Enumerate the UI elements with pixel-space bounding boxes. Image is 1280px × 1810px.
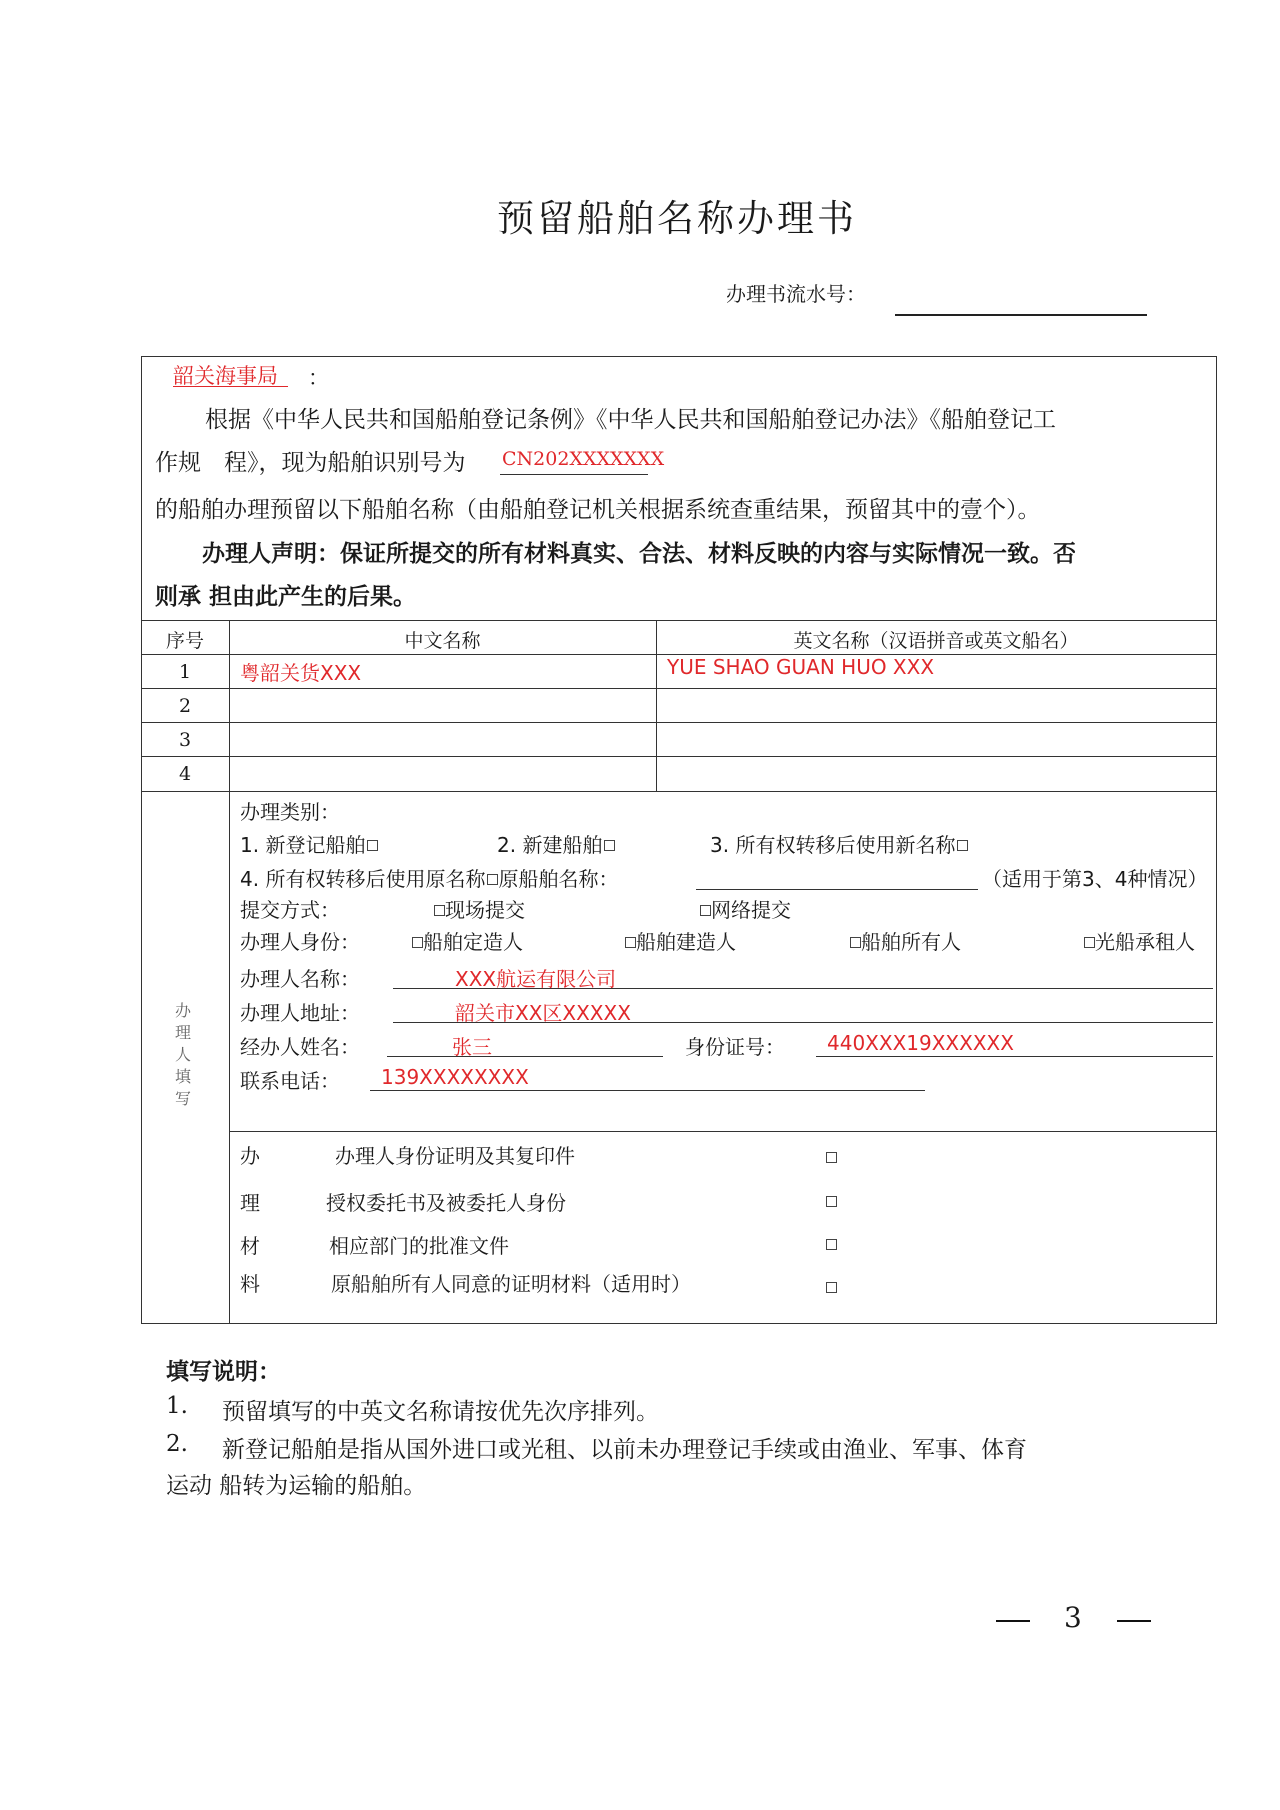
original-name-field[interactable] — [696, 889, 978, 890]
materials-side-char-1: 办 — [240, 1144, 260, 1168]
body-line-2: 作规 程》，现为船舶识别号为 — [155, 450, 466, 476]
material-item-1: 办理人身份证明及其复印件 — [335, 1144, 575, 1168]
checkbox[interactable] — [367, 840, 378, 851]
checkbox[interactable] — [604, 840, 615, 851]
checkbox[interactable] — [434, 905, 445, 916]
body-line-3: 的船舶办理预留以下船舶名称（由船舶登记机关根据系统查重结果，预留其中的壹个）。 — [155, 497, 1041, 523]
rule-row4-bottom — [142, 791, 1216, 792]
material-checkbox-4[interactable] — [826, 1282, 837, 1293]
note-2-number: 2. — [166, 1431, 188, 1457]
id-number-value[interactable]: 440XXX19XXXXXX — [827, 1031, 1014, 1055]
header-seq: 序号 — [165, 630, 204, 652]
identity-option-1[interactable] — [410, 926, 523, 955]
ship-id-value[interactable]: CN202XXXXXXX — [502, 448, 665, 470]
note-2-text-line-1: 新登记船舶是指从国外进口或光租、以前未办理登记手续或由渔业、军事、体育 — [222, 1437, 1027, 1463]
category-option-4[interactable] — [240, 863, 618, 892]
submit-onsite-label: 现场提交 — [445, 898, 525, 922]
header-en-name: 英文名称（汉语拼音或英文船名） — [793, 630, 1079, 652]
checkbox[interactable] — [487, 874, 498, 885]
note-2-text-line-2: 运动 船转为运输的船舶。 — [166, 1473, 427, 1499]
material-checkbox-2[interactable] — [826, 1196, 837, 1207]
category-label: 办理类别： — [240, 800, 340, 824]
material-checkbox-1[interactable] — [826, 1152, 837, 1163]
document-title: 预留船舶名称办理书 — [497, 197, 857, 240]
row-4-no: 4 — [178, 763, 192, 785]
ship-id-underline — [500, 474, 648, 475]
category-option-2-label: 2. 新建船舶 — [497, 833, 603, 857]
material-item-4: 原船舶所有人同意的证明材料（适用时） — [331, 1272, 691, 1296]
submit-onsite-option[interactable] — [432, 894, 525, 923]
material-item-3: 相应部门的批准文件 — [329, 1234, 509, 1258]
applicant-name-label: 办理人名称： — [240, 967, 360, 991]
category-option-2[interactable] — [497, 829, 615, 858]
checkbox[interactable] — [700, 905, 711, 916]
category-option-1[interactable] — [240, 829, 378, 858]
phone-label: 联系电话： — [240, 1069, 340, 1093]
original-name-label: 原船舶名称： — [498, 867, 619, 891]
addressee-underline — [173, 386, 288, 387]
row-3-no: 3 — [178, 729, 192, 751]
applicant-side-label: 办理人填写 — [174, 1001, 191, 1108]
submit-online-label: 网络提交 — [711, 898, 791, 922]
checkbox[interactable] — [412, 937, 423, 948]
note-1-number: 1. — [166, 1393, 188, 1419]
addressee: 韶关海事局 — [173, 364, 278, 388]
identity-option-4[interactable] — [1082, 926, 1195, 955]
agent-name-label: 经办人姓名： — [240, 1035, 360, 1059]
row-1-no: 1 — [178, 661, 192, 683]
applicant-name-value[interactable]: XXX航运有限公司 — [455, 967, 617, 991]
checkbox[interactable] — [625, 937, 636, 948]
identity-label: 办理人身份： — [240, 930, 360, 954]
applicant-address-value[interactable]: 韶关市XX区XXXXX — [455, 1001, 631, 1025]
materials-side-char-3: 材 — [240, 1234, 260, 1258]
page-number-dash-left — [996, 1620, 1030, 1622]
applicant-name-underline — [393, 988, 1213, 989]
row-2-no: 2 — [178, 695, 192, 717]
category-option-1-label: 1. 新登记船舶 — [240, 833, 366, 857]
applies-note: （适用于第3、4种情况） — [982, 867, 1208, 891]
serial-number-label: 办理书流水号： — [726, 282, 866, 306]
checkbox[interactable] — [850, 937, 861, 948]
addressee-colon: ： — [308, 366, 329, 390]
serial-number-field[interactable] — [895, 314, 1147, 316]
phone-value[interactable]: 139XXXXXXXX — [381, 1065, 529, 1089]
checkbox[interactable] — [957, 840, 968, 851]
checkbox[interactable] — [1084, 937, 1095, 948]
identity-option-2-label: 船舶建造人 — [636, 930, 736, 954]
declaration-line-2: 则承 担由此产生的后果。 — [155, 584, 417, 610]
page-number-dash-right — [1117, 1620, 1151, 1622]
materials-side-char-2: 理 — [240, 1191, 260, 1215]
identity-option-3[interactable] — [848, 926, 961, 955]
header-cn-name: 中文名称 — [404, 630, 481, 652]
materials-side-char-4: 料 — [240, 1272, 260, 1296]
phone-underline — [370, 1090, 925, 1091]
identity-option-1-label: 船舶定造人 — [423, 930, 523, 954]
rule-col-left — [229, 620, 230, 1323]
identity-option-2[interactable] — [623, 926, 736, 955]
category-option-3-label: 3. 所有权转移后使用新名称 — [710, 833, 956, 857]
agent-name-underline — [387, 1056, 663, 1057]
note-1-text: 预留填写的中英文名称请按优先次序排列。 — [222, 1399, 659, 1425]
category-option-4-label: 4. 所有权转移后使用原名称 — [240, 867, 486, 891]
category-option-3[interactable] — [710, 829, 968, 858]
rule-names-top — [142, 620, 1216, 621]
row-1-cn-name[interactable]: 粤韶关货XXX — [240, 661, 362, 685]
identity-option-3-label: 船舶所有人 — [861, 930, 961, 954]
rule-materials-top — [229, 1131, 1216, 1132]
submit-method-label: 提交方式： — [240, 898, 340, 922]
identity-option-4-label: 光船承租人 — [1095, 930, 1195, 954]
rule-row1-bottom — [142, 688, 1216, 689]
row-1-en-name[interactable]: YUE SHAO GUAN HUO XXX — [667, 655, 935, 679]
material-checkbox-3[interactable] — [826, 1239, 837, 1250]
rule-row2-bottom — [142, 722, 1216, 723]
applicant-address-label: 办理人地址： — [240, 1001, 360, 1025]
declaration-line-1: 办理人声明：保证所提交的所有材料真实、合法、材料反映的内容与实际情况一致。否 — [202, 541, 1076, 567]
agent-name-value[interactable]: 张三 — [452, 1035, 492, 1059]
page-number: 3 — [1064, 1601, 1082, 1634]
submit-online-option[interactable] — [698, 894, 791, 923]
applicant-address-underline — [393, 1022, 1213, 1023]
body-line-1: 根据《中华人民共和国船舶登记条例》《中华人民共和国船舶登记办法》《船舶登记工 — [205, 407, 1056, 433]
id-number-underline — [816, 1056, 1213, 1057]
rule-row3-bottom — [142, 756, 1216, 757]
material-item-2: 授权委托书及被委托人身份 — [326, 1191, 566, 1215]
id-number-label: 身份证号： — [685, 1035, 785, 1059]
notes-heading: 填写说明： — [166, 1359, 281, 1385]
